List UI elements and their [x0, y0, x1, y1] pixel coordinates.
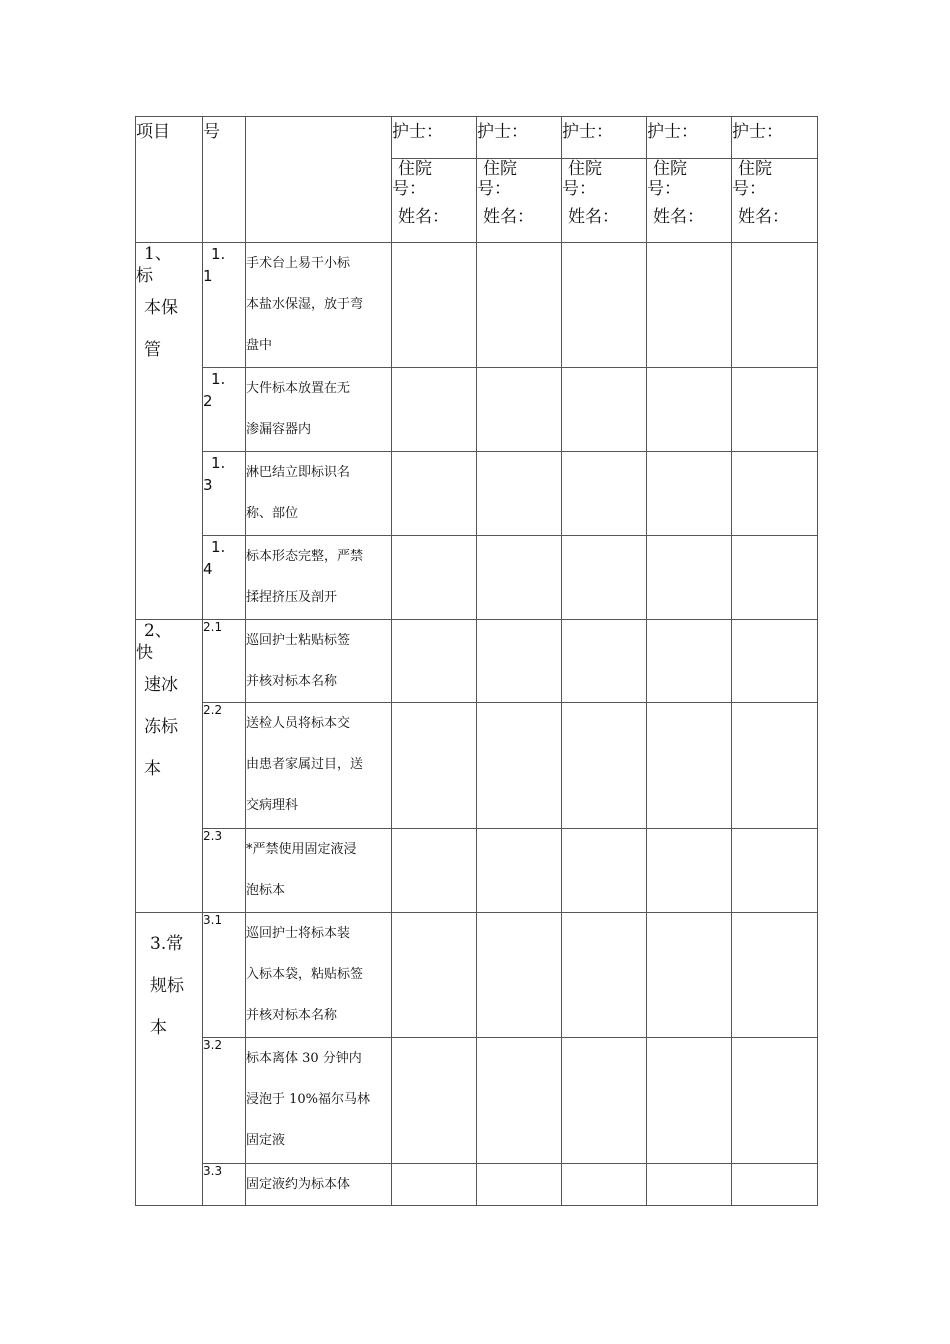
table-row	[136, 829, 818, 913]
check-cell[interactable]	[562, 703, 647, 829]
section-1-title: 1、 标 本保 管	[136, 243, 203, 620]
row-number: 3.1	[203, 913, 246, 1038]
row-number: 1. 1	[203, 243, 246, 368]
check-cell[interactable]	[647, 703, 732, 829]
specimen-checklist-table	[135, 116, 818, 1206]
section-3-title: 3.常 规标 本	[136, 913, 203, 1206]
check-cell[interactable]	[647, 1164, 732, 1206]
check-cell[interactable]	[732, 829, 818, 913]
row-number: 2.1	[203, 620, 246, 703]
item-label: 项目	[136, 122, 170, 142]
nurse-field-5[interactable]: 护士：	[732, 117, 818, 159]
row-number: 1. 2	[203, 368, 246, 452]
check-cell[interactable]	[392, 1038, 477, 1164]
check-cell[interactable]	[477, 1038, 562, 1164]
table-row	[136, 368, 818, 452]
check-cell[interactable]	[477, 620, 562, 703]
row-description: 标本形态完整，严禁 揉捏挤压及剖开	[246, 536, 392, 620]
row-description: 手术台上易干小标 本盐水保湿，放于弯 盘中	[246, 243, 392, 368]
nurse-field-4[interactable]: 护士：	[647, 117, 732, 159]
table-row	[136, 1164, 818, 1206]
check-cell[interactable]	[647, 913, 732, 1038]
patient-field-5[interactable]: 住院 号： 姓名：	[732, 159, 818, 243]
check-cell[interactable]	[647, 829, 732, 913]
check-cell[interactable]	[732, 1164, 818, 1206]
check-cell[interactable]	[477, 536, 562, 620]
check-cell[interactable]	[477, 452, 562, 536]
patient-field-2[interactable]: 住院 号： 姓名：	[477, 159, 562, 243]
row-description: 巡回护士将标本装 入标本袋，粘贴标签 并核对标本名称	[246, 913, 392, 1038]
check-cell[interactable]	[732, 703, 818, 829]
table-row	[136, 243, 818, 368]
check-cell[interactable]	[392, 620, 477, 703]
check-cell[interactable]	[562, 368, 647, 452]
check-cell[interactable]	[647, 620, 732, 703]
row-description: 标本离体 30 分钟内 浸泡于 10%福尔马林 固定液	[246, 1038, 392, 1164]
table-row	[136, 703, 818, 829]
check-cell[interactable]	[392, 368, 477, 452]
check-cell[interactable]	[647, 452, 732, 536]
check-cell[interactable]	[477, 829, 562, 913]
table-row	[136, 452, 818, 536]
check-cell[interactable]	[562, 243, 647, 368]
row-description: 固定液约为标本体	[246, 1164, 392, 1206]
nurse-field-3[interactable]: 护士：	[562, 117, 647, 159]
row-number: 2.2	[203, 703, 246, 829]
check-cell[interactable]	[562, 1038, 647, 1164]
check-cell[interactable]	[562, 829, 647, 913]
check-cell[interactable]	[562, 913, 647, 1038]
section-2-title: 2、 快 速冰 冻标 本	[136, 620, 203, 913]
row-description: 送检人员将标本交 由患者家属过目，送 交病理科	[246, 703, 392, 829]
patient-field-4[interactable]: 住院 号： 姓名：	[647, 159, 732, 243]
check-cell[interactable]	[562, 452, 647, 536]
patient-field-3[interactable]: 住院 号： 姓名：	[562, 159, 647, 243]
nurse-field-1[interactable]: 护士：	[392, 117, 477, 159]
check-cell[interactable]	[477, 913, 562, 1038]
check-cell[interactable]	[392, 536, 477, 620]
number-label: 号	[203, 122, 220, 142]
header-number-cell	[203, 117, 246, 243]
check-cell[interactable]	[562, 1164, 647, 1206]
nurse-field-2[interactable]: 护士：	[477, 117, 562, 159]
header-item-cell	[136, 117, 203, 243]
check-cell[interactable]	[477, 368, 562, 452]
row-description: 淋巴结立即标识名 称、部位	[246, 452, 392, 536]
check-cell[interactable]	[732, 1038, 818, 1164]
row-number: 3.3	[203, 1164, 246, 1206]
check-cell[interactable]	[562, 536, 647, 620]
row-number: 1. 4	[203, 536, 246, 620]
check-cell[interactable]	[647, 1038, 732, 1164]
row-description: *严禁使用固定液浸 泡标本	[246, 829, 392, 913]
row-number: 3.2	[203, 1038, 246, 1164]
check-cell[interactable]	[732, 536, 818, 620]
check-cell[interactable]	[732, 620, 818, 703]
check-cell[interactable]	[732, 243, 818, 368]
check-cell[interactable]	[392, 829, 477, 913]
header-description-cell	[246, 117, 392, 243]
check-cell[interactable]	[392, 703, 477, 829]
table-row	[136, 536, 818, 620]
check-cell[interactable]	[392, 1164, 477, 1206]
check-cell[interactable]	[477, 1164, 562, 1206]
patient-field-1[interactable]: 住院 号： 姓名：	[392, 159, 477, 243]
row-description: 巡回护士粘贴标签 并核对标本名称	[246, 620, 392, 703]
table-row	[136, 913, 818, 1038]
check-cell[interactable]	[392, 913, 477, 1038]
table-row	[136, 1038, 818, 1164]
check-cell[interactable]	[732, 368, 818, 452]
check-cell[interactable]	[647, 536, 732, 620]
table-row	[136, 620, 818, 703]
check-cell[interactable]	[732, 913, 818, 1038]
check-cell[interactable]	[477, 243, 562, 368]
check-cell[interactable]	[562, 620, 647, 703]
check-cell[interactable]	[647, 368, 732, 452]
check-cell[interactable]	[647, 243, 732, 368]
check-cell[interactable]	[392, 452, 477, 536]
row-description: 大件标本放置在无 渗漏容器内	[246, 368, 392, 452]
check-cell[interactable]	[732, 452, 818, 536]
row-number: 2.3	[203, 829, 246, 913]
check-cell[interactable]	[477, 703, 562, 829]
check-cell[interactable]	[392, 243, 477, 368]
row-number: 1. 3	[203, 452, 246, 536]
